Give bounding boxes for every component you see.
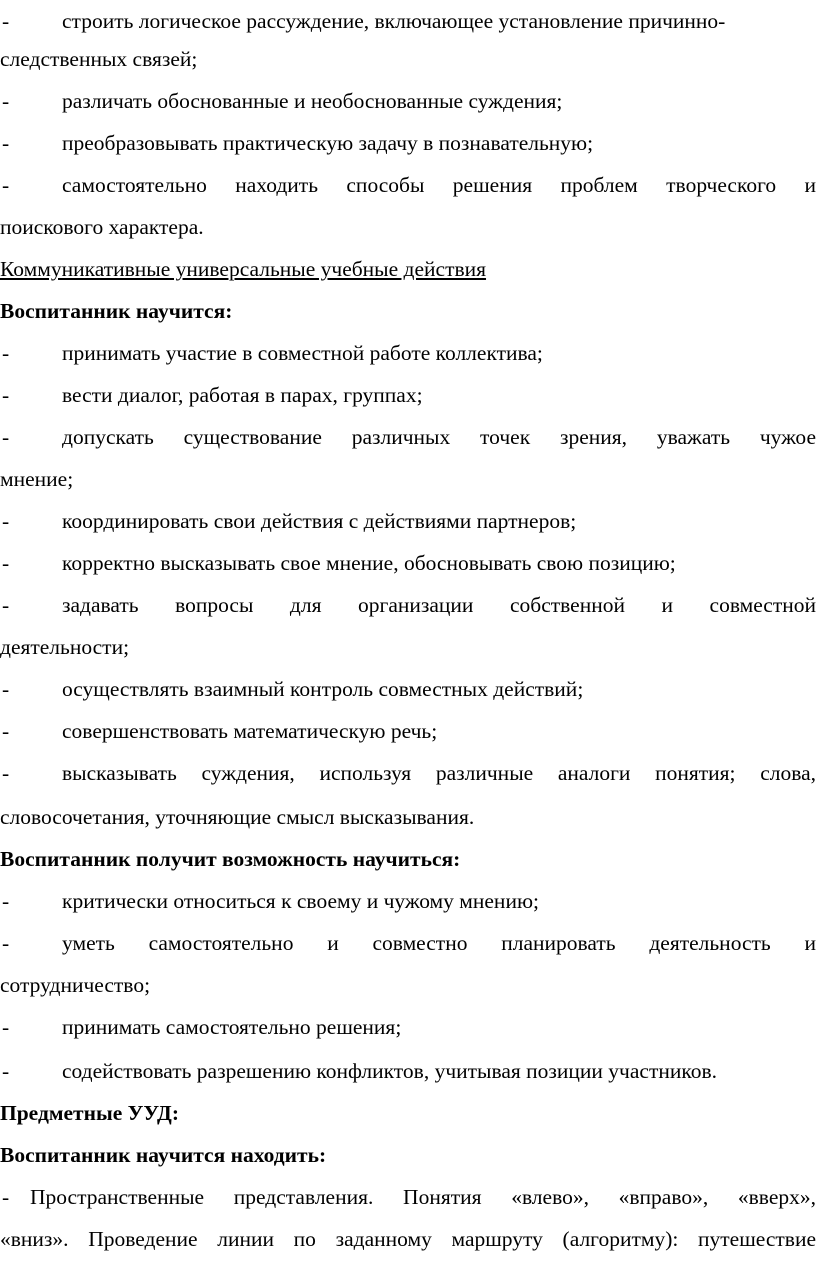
list-item-text: критически относиться к своему и чужому мнению; [62,889,539,913]
bullet-dash: - [2,889,10,913]
list-item [0,164,816,206]
list-item [0,710,816,752]
bullet-dash: - [2,131,10,155]
list-item [0,80,816,122]
paragraph-continuation: поискового характера. [0,215,204,239]
bullet-dash: - [2,1059,10,1083]
bullet-dash: - [2,761,10,785]
list-item-text: осуществлять взаимный контроль совместных действий; [62,677,584,701]
list-item-text: строить логическое рассуждение, включающее установление причинно- [62,9,726,33]
bullet-dash: - [2,173,10,197]
bullet-dash: - [2,341,10,365]
list-item-text: содействовать разрешению конфликтов, учитывая позиции участников. [62,1059,717,1083]
bullet-dash: - [2,1185,10,1209]
bullet-dash: - [2,509,10,533]
list-item [0,374,816,416]
list-item-text: различать обоснованные и необоснованные суждения; [62,89,563,113]
subsection-heading: Воспитанник научится: [0,299,233,323]
list-item [0,880,816,922]
list-item [0,1006,816,1048]
paragraph-continuation: деятельности; [0,635,130,659]
list-item [0,1050,816,1092]
list-item [0,122,816,164]
list-item-text: высказывать суждения, используя различные аналоги понятия; слова, [62,761,816,785]
bullet-dash: - [2,931,10,955]
list-item [0,752,816,794]
paragraph-continuation: следственных связей; [0,47,198,71]
list-item [0,542,816,584]
list-item-text: самостоятельно находить способы решения проблем творческого и [62,173,816,197]
list-item-text: корректно высказывать свое мнение, обосновывать свою позицию; [62,551,676,575]
list-item [0,584,816,626]
list-item-text: преобразовывать практическую задачу в познавательную; [62,131,594,155]
subsection-heading: Воспитанник научится находить: [0,1143,327,1167]
list-item [0,1176,816,1218]
list-item [0,922,816,964]
bullet-dash: - [2,1015,10,1039]
bullet-dash: - [2,9,10,33]
bullet-dash: - [2,383,10,407]
bullet-dash: - [2,593,10,617]
bullet-dash: - [2,89,10,113]
list-item-text: уметь самостоятельно и совместно планировать деятельность и [62,931,816,955]
list-item [0,500,816,542]
bullet-dash: - [2,719,10,743]
list-item-text: принимать самостоятельно решения; [62,1015,402,1039]
bullet-dash: - [2,425,10,449]
list-item [0,0,816,42]
paragraph-continuation: словосочетания, уточняющие смысл высказывания. [0,805,475,829]
list-item-text: вести диалог, работая в парах, группах; [62,383,423,407]
bullet-dash: - [2,677,10,701]
list-item-text: допускать существование различных точек зрения, уважать чужое [62,425,816,449]
subsection-heading: Воспитанник получит возможность научиться: [0,847,461,871]
subsection-heading: Предметные УУД: [0,1101,179,1125]
list-item-text: координировать свои действия с действиями партнеров; [62,509,577,533]
list-item [0,416,816,458]
section-heading: Коммуникативные универсальные учебные действия [0,257,487,281]
list-item-text: Пространственные представления. Понятия «влево», «вправо», «вверх», [30,1185,816,1209]
bullet-dash: - [2,551,10,575]
list-item-text: задавать вопросы для организации собственной и совместной [62,593,816,617]
list-item-text: совершенствовать математическую речь; [62,719,438,743]
paragraph-continuation: сотрудничество; [0,973,151,997]
list-item [0,668,816,710]
list-item [0,332,816,374]
paragraph-continuation: мнение; [0,467,74,491]
paragraph-continuation: «вниз». Проведение линии по заданному маршруту (алгоритму): путешествие [0,1227,816,1251]
list-item-text: принимать участие в совместной работе коллектива; [62,341,543,365]
